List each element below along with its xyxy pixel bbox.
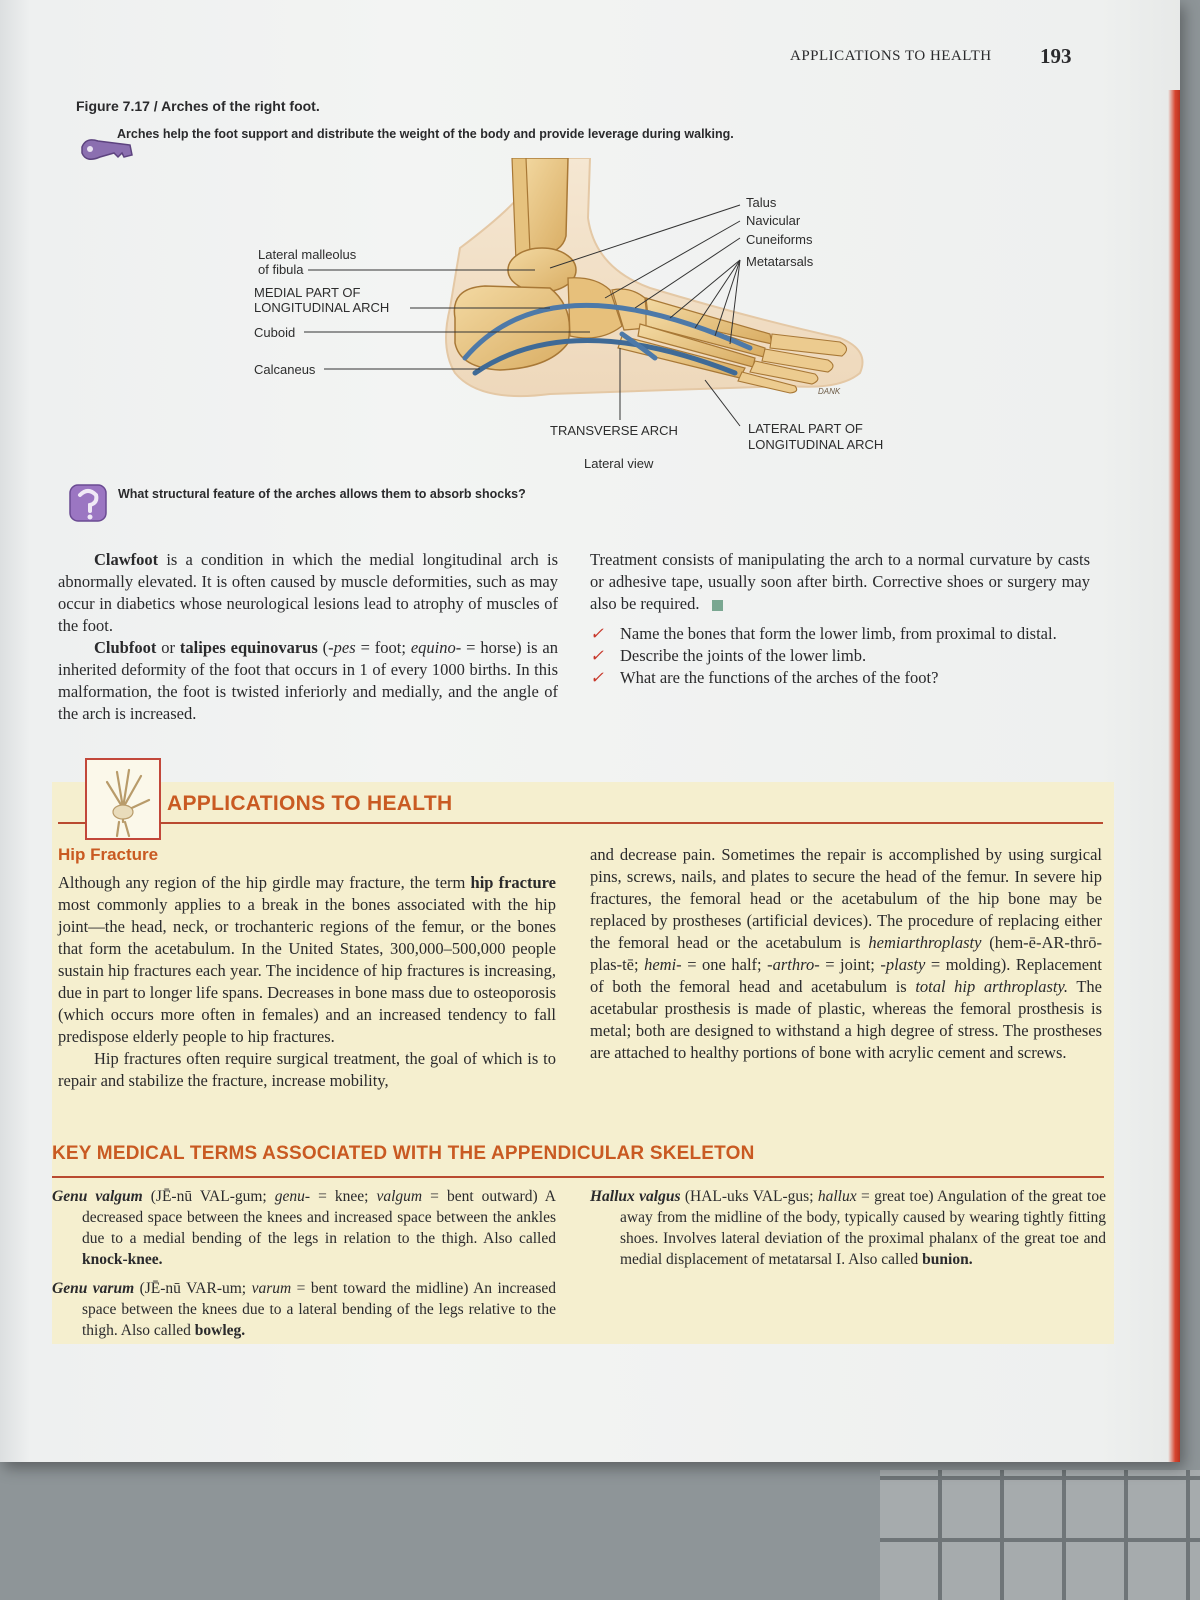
checkmark-icon: ✓	[590, 624, 604, 643]
label-lateral-view: Lateral view	[584, 456, 654, 471]
term-title: Hallux valgus	[590, 1188, 681, 1205]
text: genu-	[274, 1188, 311, 1205]
term: hemi-	[644, 955, 682, 974]
hip-fracture-heading: Hip Fracture	[58, 845, 159, 864]
clubfoot-equino: equino-	[410, 638, 462, 657]
term: -arthro-	[767, 955, 820, 974]
hip-fracture-right-column	[590, 844, 1102, 1064]
term-title: Genu valgum	[52, 1188, 143, 1205]
term-total-hip-arthroplasty: total hip arthroplasty.	[915, 977, 1069, 996]
section-end-marker	[712, 600, 723, 611]
text: varum	[251, 1280, 292, 1297]
text: hallux	[817, 1188, 857, 1205]
text: = bent toward the midline) An increased space between the knees due to a lateral bending of the legs relative to the thigh. Also called	[82, 1280, 556, 1339]
figure-caption: Arches help the foot support and distribute the weight of the body and provide leverage during walking.	[117, 127, 734, 141]
label-navicular: Navicular	[746, 213, 801, 228]
clubfoot-or: or	[156, 638, 180, 657]
text: = knee;	[310, 1188, 377, 1205]
hip-fracture-paragraph-3	[590, 844, 1102, 1064]
term-bunion: bunion.	[922, 1251, 973, 1268]
text: and decrease pain. Sometimes the repair is accomplished by using surgical pins, screws, nails, and plates to secure the head of the femur. In severe hip fractures, the femoral head or the acetabulum of the hip bone may be replaced by prostheses (artificial devices). The procedure of replacing either the femoral head or the acetabulum is	[590, 845, 1102, 952]
term-genu-valgum	[52, 1186, 556, 1270]
page-number: 193	[1040, 44, 1072, 68]
figure-question: What structural feature of the arches allows them to absorb shocks?	[118, 487, 526, 501]
treatment-text: Treatment consists of manipulating the arch to a normal curvature by casts or adhesive tape, usually soon after birth. Corrective shoes or surgery may also be required.	[590, 550, 1090, 613]
checkpoint-item	[590, 667, 1100, 689]
term-clubfoot: Clubfoot	[94, 638, 157, 657]
checkpoint-text: Name the bones that form the lower limb, from proximal to distal.	[620, 624, 1057, 643]
text: = one half;	[681, 955, 768, 974]
question-icon	[66, 481, 110, 525]
label-cuneiforms: Cuneiforms	[746, 232, 813, 247]
checkpoint-item	[590, 645, 1100, 667]
clubfoot-paragraph	[58, 637, 558, 725]
applications-heading: APPLICATIONS TO HEALTH	[167, 792, 453, 815]
page-edge	[1168, 90, 1180, 1462]
hip-fracture-paragraph-2: Hip fractures often require surgical treatment, the goal of which is to repair and stabilize the fracture, increase mobility,	[58, 1049, 556, 1090]
key-terms-right-column	[590, 1186, 1106, 1278]
applications-rule	[160, 822, 1103, 824]
hand-skeleton-icon	[85, 758, 161, 840]
label-transverse-arch: TRANSVERSE ARCH	[550, 423, 678, 438]
label-medial-arch-1: MEDIAL PART OF	[254, 285, 361, 300]
term-knock-knee: knock-knee.	[82, 1251, 163, 1268]
term-hemiarthroplasty: hemiarthroplasty	[868, 933, 982, 952]
background-floor-tiles	[880, 1470, 1200, 1600]
checkpoint-text: Describe the joints of the lower limb.	[620, 646, 867, 665]
clawfoot-text: is a condition in which the medial longitudinal arch is abnormally elevated. It is often caused by muscle deformities, such as may occur in diabetics whose neurological lesions lead to atrophy of muscles of the foot.	[58, 550, 558, 635]
text: = great toe) Angulation of the great toe away from the midline of the body, typically caused by wearing tightly fitting shoes. Involves lateral deviation of the proximal phalanx of the great toe and medial displacement of metatarsal I. Also called	[620, 1188, 1106, 1268]
text: valgum	[376, 1188, 423, 1205]
clubfoot-text: = horse) is an inherited deformity of the foot that occurs in 1 of every 1000 births. In this malformation, the foot is twisted inferiorly and medially, and the angle of the arch is increased.	[58, 638, 559, 723]
checkpoint-text: What are the functions of the arches of the foot?	[620, 668, 939, 687]
label-of-fibula: of fibula	[258, 262, 304, 277]
key-terms-left-column	[52, 1186, 556, 1349]
hip-fracture-paragraph-1	[58, 872, 556, 1048]
label-lateral-arch-2: LONGITUDINAL ARCH	[748, 437, 884, 452]
key-terms-heading: KEY MEDICAL TERMS ASSOCIATED WITH THE APPENDICULAR SKELETON	[52, 1143, 755, 1164]
clubfoot-open: (	[317, 638, 329, 657]
text: = joint;	[819, 955, 881, 974]
text: (hem-ē-AR-thrō-plas-tē;	[590, 933, 1102, 974]
foot-arches-diagram	[250, 158, 920, 478]
text: = molding). Replacement of both the femoral head and acetabulum is	[590, 955, 1102, 996]
text: (JĒ-nū VAR-um;	[134, 1280, 252, 1297]
text: (JĒ-nū VAL-gum;	[142, 1188, 275, 1205]
term-talipes-equinovarus: talipes equinovarus	[179, 638, 318, 657]
label-metatarsals: Metatarsals	[746, 254, 814, 269]
clawfoot-paragraph	[58, 549, 558, 637]
text: (HAL-uks VAL-gus;	[680, 1188, 818, 1205]
text: The acetabular prosthesis is made of plastic, whereas the femoral prosthesis is metal; both are designed to withstand a high degree of stress. The prostheses are attached to healthy portions of bone with acrylic cement and screws.	[590, 977, 1102, 1062]
term-bowleg: bowleg.	[194, 1322, 246, 1339]
checkmark-icon: ✓	[590, 668, 604, 687]
checkmark-icon: ✓	[590, 646, 604, 665]
clubfoot-pes-def: = foot;	[355, 638, 411, 657]
label-cuboid: Cuboid	[254, 325, 296, 340]
label-medial-arch-2: LONGITUDINAL ARCH	[254, 300, 390, 315]
text: most commonly applies to a break in the bones associated with the hip joint—the head, neck, or trochanteric regions of the femur, or the bones that form the acetabulum. In the United States, 300,000–500,000 people sustain hip fractures each year. The incidence of hip fractures is increasing, due in part to longer life spans. Decreases in bone mass due to osteoporosis (which occurs more often in females) and an increased tendency to fall predispose elderly people to hip fractures.	[58, 895, 556, 1046]
checkpoint-list	[590, 623, 1100, 689]
key-terms-rule	[52, 1176, 1104, 1178]
artist-signature: DANK	[818, 387, 841, 396]
term-hip-fracture: hip fracture	[470, 873, 557, 892]
clubfoot-pes: -pes	[328, 638, 356, 657]
treatment-paragraph	[590, 549, 1090, 615]
term-hallux-valgus	[590, 1186, 1106, 1270]
term-genu-varum	[52, 1278, 556, 1341]
hip-fracture-left-column	[58, 872, 556, 1092]
applications-rule-left	[58, 822, 86, 824]
label-talus: Talus	[746, 195, 777, 210]
text: = bent outward) A decreased space between the knees and increased space between the ankles due to a medial bending of the legs in relation to the thigh. Also called	[82, 1188, 556, 1247]
label-lateral-malleolus: Lateral malleolus	[258, 247, 357, 262]
text: Although any region of the hip girdle may fracture, the term	[58, 873, 471, 892]
term-clawfoot: Clawfoot	[94, 550, 159, 569]
figure-title: Figure 7.17 / Arches of the right foot.	[76, 98, 320, 114]
label-calcaneus: Calcaneus	[254, 362, 316, 377]
label-lateral-arch-1: LATERAL PART OF	[748, 421, 863, 436]
term-title: Genu varum	[52, 1280, 135, 1297]
checkpoint-item	[590, 623, 1100, 645]
term: -plasty	[880, 955, 926, 974]
running-head: APPLICATIONS TO HEALTH	[790, 48, 992, 64]
body-left-column	[58, 549, 558, 725]
